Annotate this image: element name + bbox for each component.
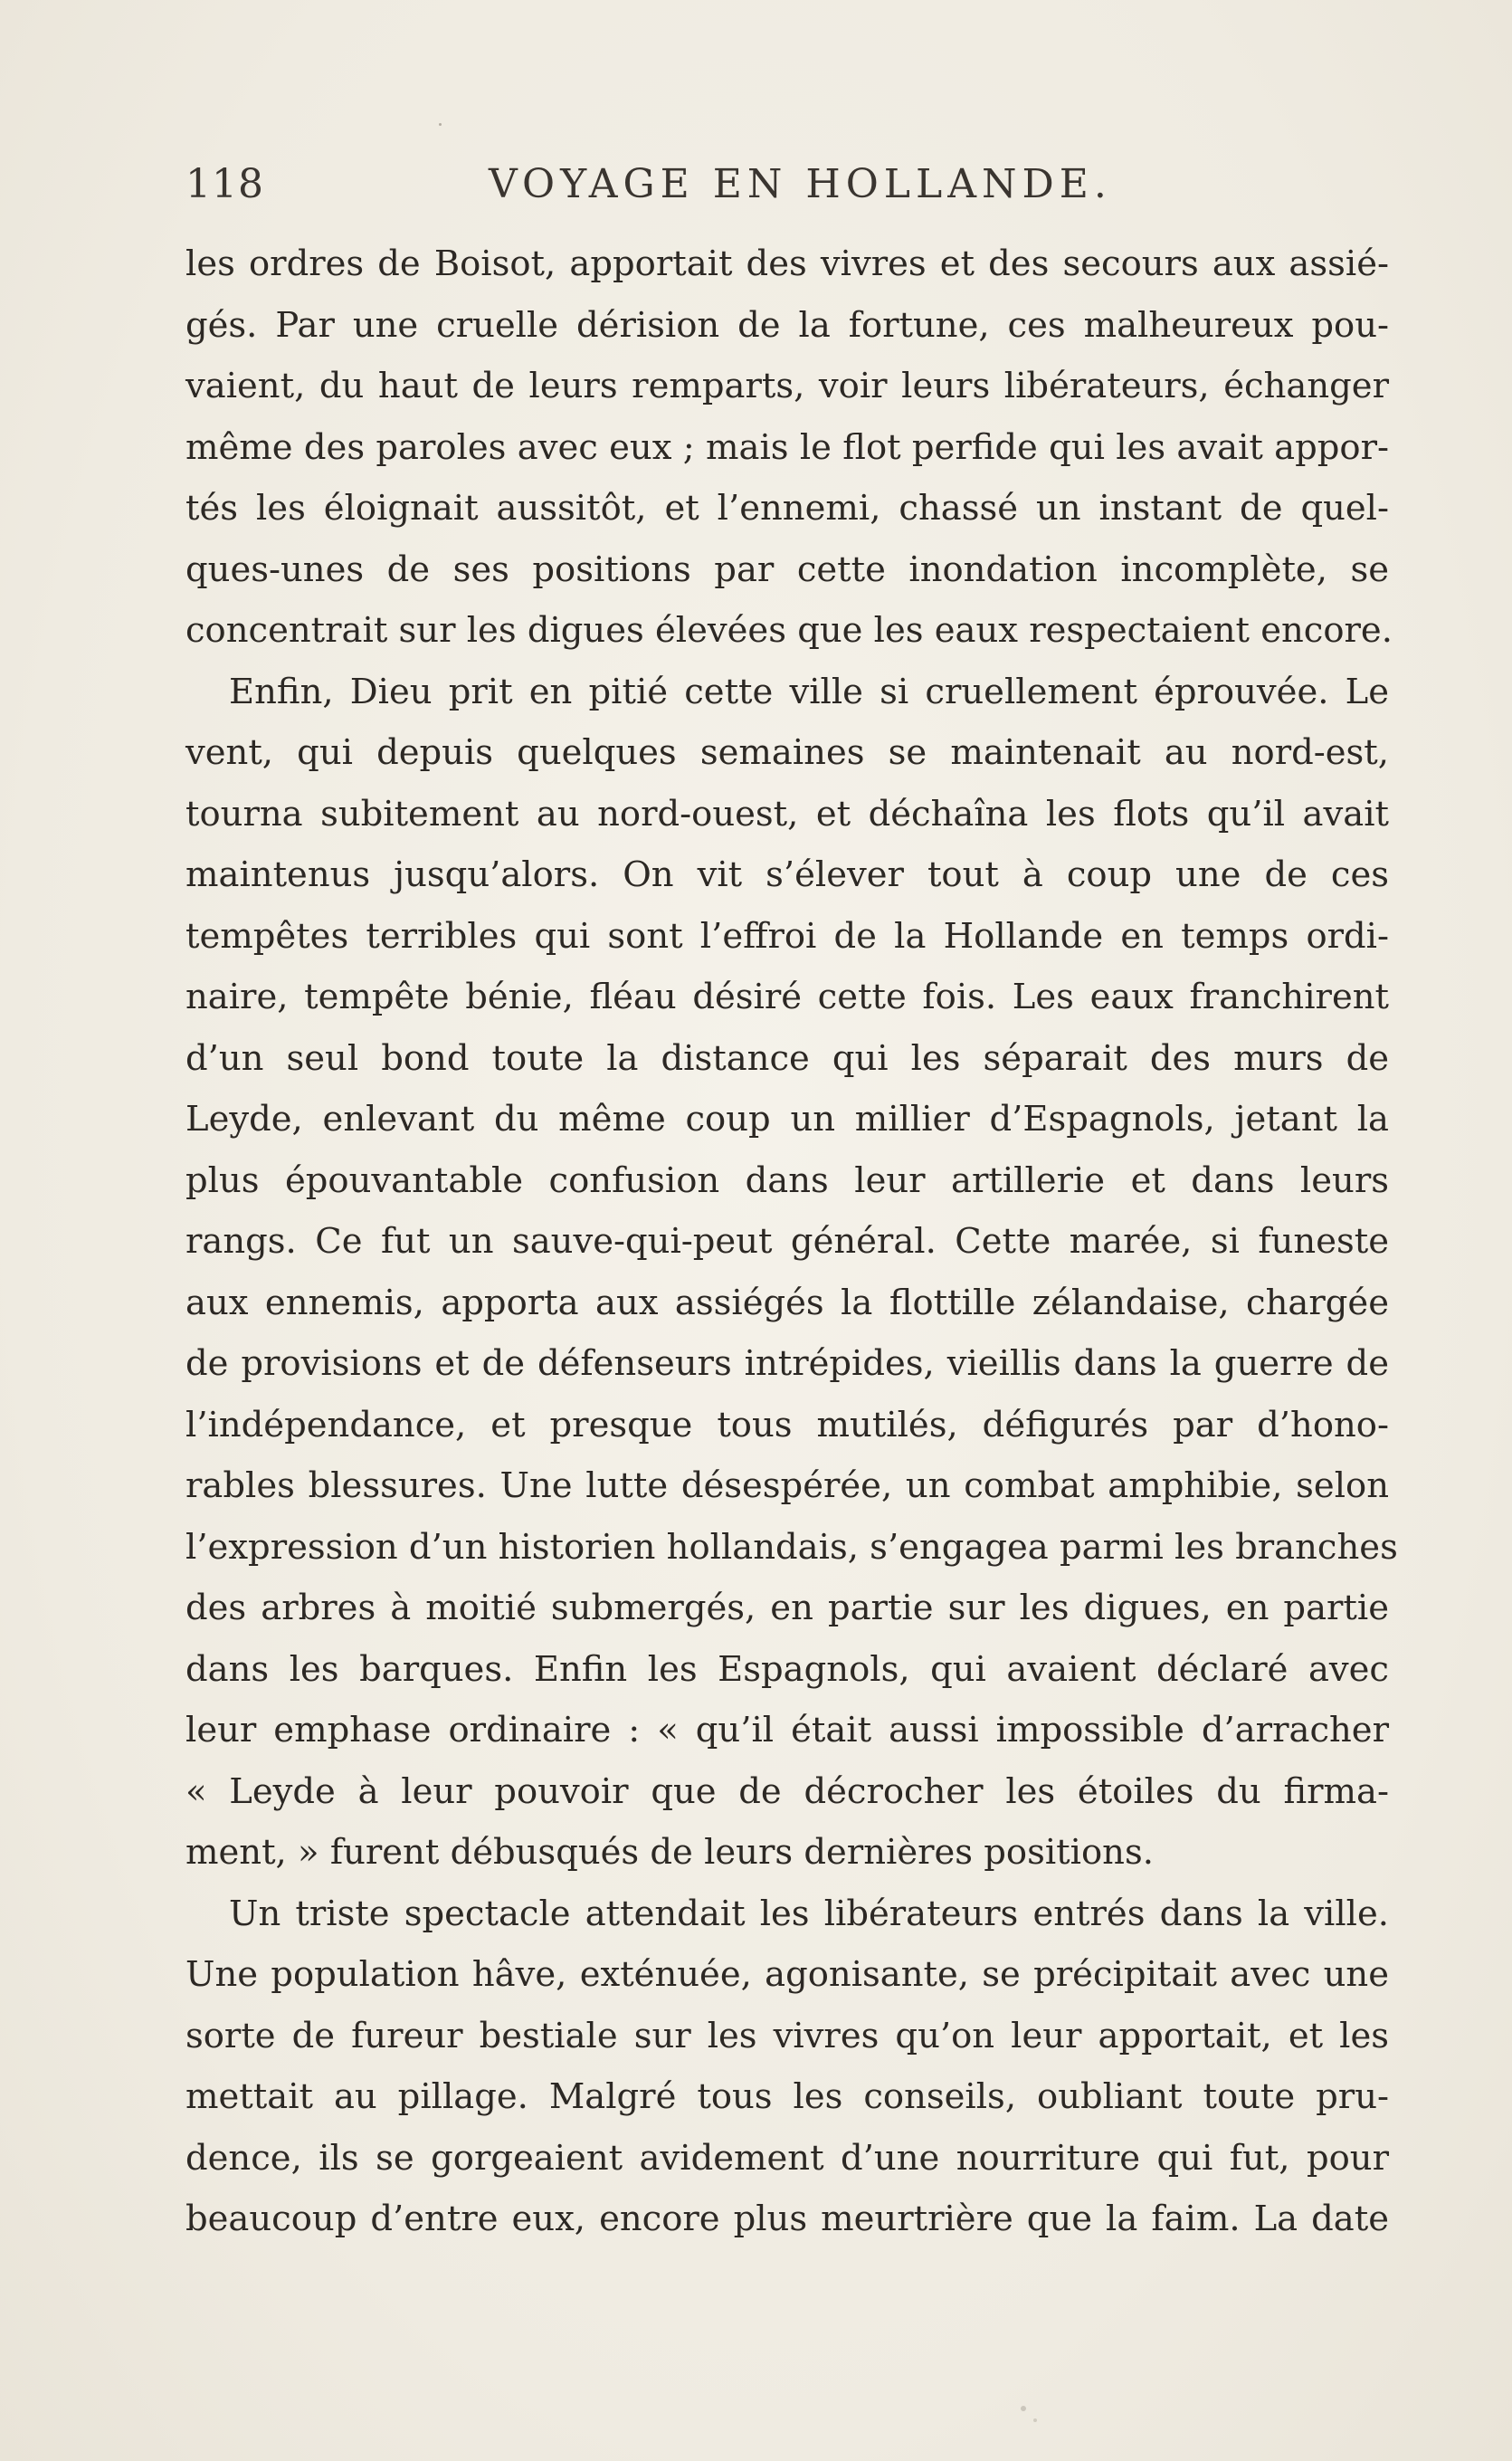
paper-speck [1033, 2418, 1037, 2422]
text-line: dence, ils se gorgeaient avidement d’une nourriture qui fut, pour [185, 2137, 1389, 2179]
text-line: dans les barques. Enfin les Espagnols, qui avaient déclaré avec [185, 1648, 1389, 1690]
text-line: vent, qui depuis quelques semaines se maintenait au nord-est, [185, 732, 1389, 773]
text-line: des arbres à moitié submergés, en partie sur les digues, en partie [185, 1588, 1389, 1628]
text-line: tourna subitement au nord-ouest, et déchaîna les flots qu’il avait [185, 793, 1389, 835]
text-line: Leyde, enlevant du même coup un millier d’Espagnols, jetant la [185, 1099, 1389, 1140]
text-line: Une population hâve, exténuée, agonisante, se précipitait avec une [185, 1954, 1389, 1995]
body-text [185, 234, 1398, 2250]
text-line: l’indépendance, et presque tous mutilés, défigurés par d’hono- [185, 1404, 1389, 1445]
text-line: beaucoup d’entre eux, encore plus meurtrière que la faim. La date [185, 2199, 1389, 2239]
text-line: concentrait sur les digues élevées que les eaux respectaient encore. [185, 610, 1393, 651]
text-line: « Leyde à leur pouvoir que de décrocher les étoiles du firma- [185, 1770, 1389, 1812]
text-line: plus épouvantable confusion dans leur artillerie et dans leurs [185, 1159, 1389, 1201]
text-line: même des paroles avec eux ; mais le flot perfide qui les avait appor- [185, 426, 1389, 468]
text-line: les ordres de Boisot, apportait des vivres et des secours aux assié- [185, 243, 1389, 284]
text-line: l’expression d’un historien hollandais, s’engagea parmi les branches [185, 1526, 1398, 1568]
text-line: rangs. Ce fut un sauve-qui-peut général. Cette marée, si funeste [185, 1221, 1389, 1262]
text-line: gés. Par une cruelle dérision de la fortune, ces malheureux pou- [185, 304, 1389, 346]
running-title: VOYAGE EN HOLLANDE. [489, 161, 1112, 207]
page-number: 118 [185, 161, 264, 207]
text-line: Un triste spectacle attendait les libérateurs entrés dans la ville. [229, 1893, 1389, 1934]
paper-speck [1021, 2406, 1026, 2411]
text-line: tempêtes terribles qui sont l’effroi de la Hollande en temps ordi- [185, 915, 1389, 957]
page-header [185, 161, 1398, 215]
text-line: tés les éloignait aussitôt, et l’ennemi, chassé un instant de quel- [185, 488, 1389, 529]
text-line: de provisions et de défenseurs intrépides, vieillis dans la guerre de [185, 1343, 1389, 1384]
text-line: Enfin, Dieu prit en pitié cette ville si cruellement éprouvée. Le [229, 671, 1389, 712]
text-line: sorte de fureur bestiale sur les vivres qu’on leur apportait, et les [185, 2015, 1389, 2056]
text-line: leur emphase ordinaire : « qu’il était aussi impossible d’arracher [185, 1710, 1389, 1750]
text-line: aux ennemis, apporta aux assiégés la flottille zélandaise, chargée [185, 1282, 1389, 1323]
paper-speck [439, 123, 442, 126]
text-line: d’un seul bond toute la distance qui les séparait des murs de [185, 1037, 1389, 1079]
text-line: vaient, du haut de leurs remparts, voir leurs libérateurs, échanger [185, 366, 1389, 406]
text-line: ment, » furent débusqués de leurs dernières positions. [185, 1832, 1154, 1873]
text-line: rables blessures. Une lutte désespérée, un combat amphibie, selon [185, 1465, 1389, 1506]
text-line: ques-unes de ses positions par cette inondation incomplète, se [185, 548, 1389, 590]
text-line: maintenus jusqu’alors. On vit s’élever tout à coup une de ces [185, 854, 1389, 895]
text-line: naire, tempête bénie, fléau désiré cette fois. Les eaux franchirent [185, 977, 1389, 1017]
text-line: mettait au pillage. Malgré tous les conseils, oubliant toute pru- [185, 2076, 1389, 2117]
